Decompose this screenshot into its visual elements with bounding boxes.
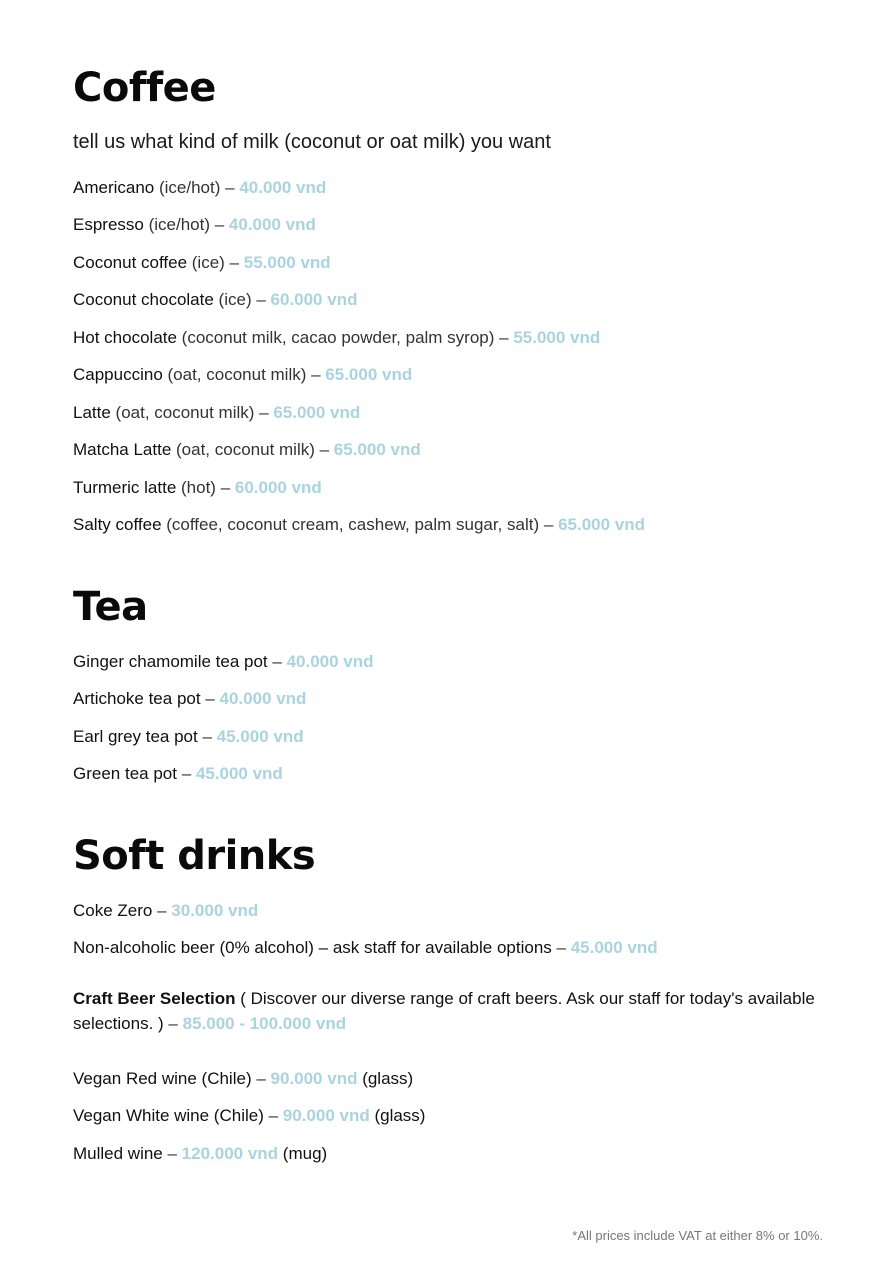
menu-item bbox=[73, 479, 322, 496]
menu-item bbox=[73, 728, 304, 745]
menu-item bbox=[73, 329, 600, 346]
menu-item bbox=[73, 1107, 425, 1124]
item-separator: – bbox=[251, 1069, 271, 1088]
soft-drinks-heading: Soft drinks bbox=[73, 833, 316, 879]
item-price: 90.000 vnd bbox=[282, 1106, 370, 1125]
item-separator: – bbox=[314, 440, 334, 459]
item-separator: – bbox=[306, 365, 326, 384]
item-serving: (glass) bbox=[369, 1106, 426, 1125]
item-price: 45.000 vnd bbox=[570, 938, 658, 957]
menu-item bbox=[73, 939, 658, 956]
item-name: Hot chocolate bbox=[73, 328, 177, 347]
item-name: Cappuccino bbox=[73, 365, 163, 384]
item-price: 65.000 vnd bbox=[333, 440, 421, 459]
item-separator: – bbox=[181, 764, 196, 783]
item-separator: – bbox=[251, 290, 271, 309]
item-name: Coke Zero bbox=[73, 901, 153, 920]
item-name: Americano bbox=[73, 178, 155, 197]
item-description: (coffee, coconut cream, cashew, palm sugar, salt) bbox=[161, 515, 540, 534]
menu-item bbox=[73, 765, 283, 782]
item-price: 45.000 vnd bbox=[195, 764, 283, 783]
item-name: Vegan Red wine (Chile) bbox=[73, 1069, 252, 1088]
item-description: (ice/hot) bbox=[154, 178, 221, 197]
item-name: Matcha Latte bbox=[73, 440, 172, 459]
item-separator: – bbox=[224, 253, 244, 272]
menu-item bbox=[73, 216, 316, 233]
menu-item bbox=[73, 1070, 413, 1087]
item-description: (ice) bbox=[187, 253, 225, 272]
item-separator: – bbox=[267, 652, 287, 671]
menu-item bbox=[73, 366, 412, 383]
item-description: (ice/hot) bbox=[143, 215, 211, 234]
item-description: (oat, coconut milk) bbox=[171, 440, 315, 459]
menu-item-craft-beer bbox=[73, 986, 818, 1036]
item-separator: – bbox=[210, 215, 229, 234]
item-price: 65.000 vnd bbox=[325, 365, 413, 384]
item-separator: – bbox=[162, 1144, 182, 1163]
item-price: 40.000 vnd bbox=[228, 215, 316, 234]
item-serving: (glass) bbox=[357, 1069, 414, 1088]
item-price: 90.000 vnd bbox=[270, 1069, 358, 1088]
item-description: (hot) bbox=[176, 478, 216, 497]
menu-item bbox=[73, 179, 326, 196]
item-separator: – bbox=[551, 938, 571, 957]
item-serving: (mug) bbox=[278, 1144, 328, 1163]
item-price: 40.000 vnd bbox=[239, 178, 327, 197]
item-price: 55.000 vnd bbox=[513, 328, 601, 347]
item-name: Coconut coffee bbox=[73, 253, 188, 272]
item-description: ( Discover our diverse range of craft beers. Ask our staff for today's available selections. ) bbox=[73, 989, 815, 1033]
vat-footnote: *All prices include VAT at either 8% or 10%. bbox=[572, 1228, 823, 1243]
item-price: 65.000 vnd bbox=[558, 515, 646, 534]
item-name: Ginger chamomile tea pot bbox=[73, 652, 268, 671]
item-separator: – bbox=[215, 478, 235, 497]
item-description: (oat, coconut milk) bbox=[162, 365, 307, 384]
item-price: 60.000 vnd bbox=[270, 290, 358, 309]
item-name: Earl grey tea pot bbox=[73, 727, 198, 746]
item-separator: – bbox=[494, 328, 514, 347]
item-price: 60.000 vnd bbox=[234, 478, 322, 497]
item-separator: – bbox=[197, 727, 217, 746]
menu-item bbox=[73, 291, 357, 308]
item-name: Salty coffee bbox=[73, 515, 162, 534]
item-name: Latte bbox=[73, 403, 111, 422]
item-separator: – bbox=[539, 515, 559, 534]
coffee-heading: Coffee bbox=[73, 65, 216, 111]
item-price: 40.000 vnd bbox=[219, 689, 307, 708]
item-price: 120.000 vnd bbox=[181, 1144, 279, 1163]
menu-item bbox=[73, 254, 331, 271]
item-separator: – bbox=[254, 403, 274, 422]
item-price: 55.000 vnd bbox=[243, 253, 331, 272]
item-name: Craft Beer Selection bbox=[73, 989, 236, 1008]
item-name: Non-alcoholic beer (0% alcohol) – ask staff for available options bbox=[73, 938, 552, 957]
item-name: Espresso bbox=[73, 215, 144, 234]
menu-item bbox=[73, 902, 258, 919]
item-separator: – bbox=[163, 1014, 183, 1033]
item-separator: – bbox=[263, 1106, 283, 1125]
item-name: Vegan White wine (Chile) bbox=[73, 1106, 264, 1125]
menu-item bbox=[73, 653, 374, 670]
item-price: 30.000 vnd bbox=[171, 901, 259, 920]
item-name: Coconut chocolate bbox=[73, 290, 214, 309]
item-separator: – bbox=[200, 689, 220, 708]
menu-item bbox=[73, 690, 306, 707]
item-price: 45.000 vnd bbox=[216, 727, 304, 746]
item-separator: – bbox=[152, 901, 172, 920]
item-name: Artichoke tea pot bbox=[73, 689, 201, 708]
menu-item bbox=[73, 404, 360, 421]
item-name: Green tea pot bbox=[73, 764, 182, 783]
menu-item bbox=[73, 516, 645, 533]
tea-heading: Tea bbox=[73, 584, 148, 630]
item-price: 65.000 vnd bbox=[273, 403, 361, 422]
coffee-subtitle: tell us what kind of milk (coconut or oat milk) you want bbox=[73, 131, 551, 153]
item-separator: – bbox=[220, 178, 240, 197]
item-name: Mulled wine bbox=[73, 1144, 163, 1163]
item-price: 40.000 vnd bbox=[286, 652, 374, 671]
menu-item bbox=[73, 441, 421, 458]
item-description: (coconut milk, cacao powder, palm syrop) bbox=[176, 328, 495, 347]
item-price: 85.000 - 100.000 vnd bbox=[182, 1014, 347, 1033]
menu-item bbox=[73, 1145, 327, 1162]
item-description: (ice) bbox=[213, 290, 252, 309]
item-description: (oat, coconut milk) bbox=[110, 403, 255, 422]
item-name: Turmeric latte bbox=[73, 478, 177, 497]
